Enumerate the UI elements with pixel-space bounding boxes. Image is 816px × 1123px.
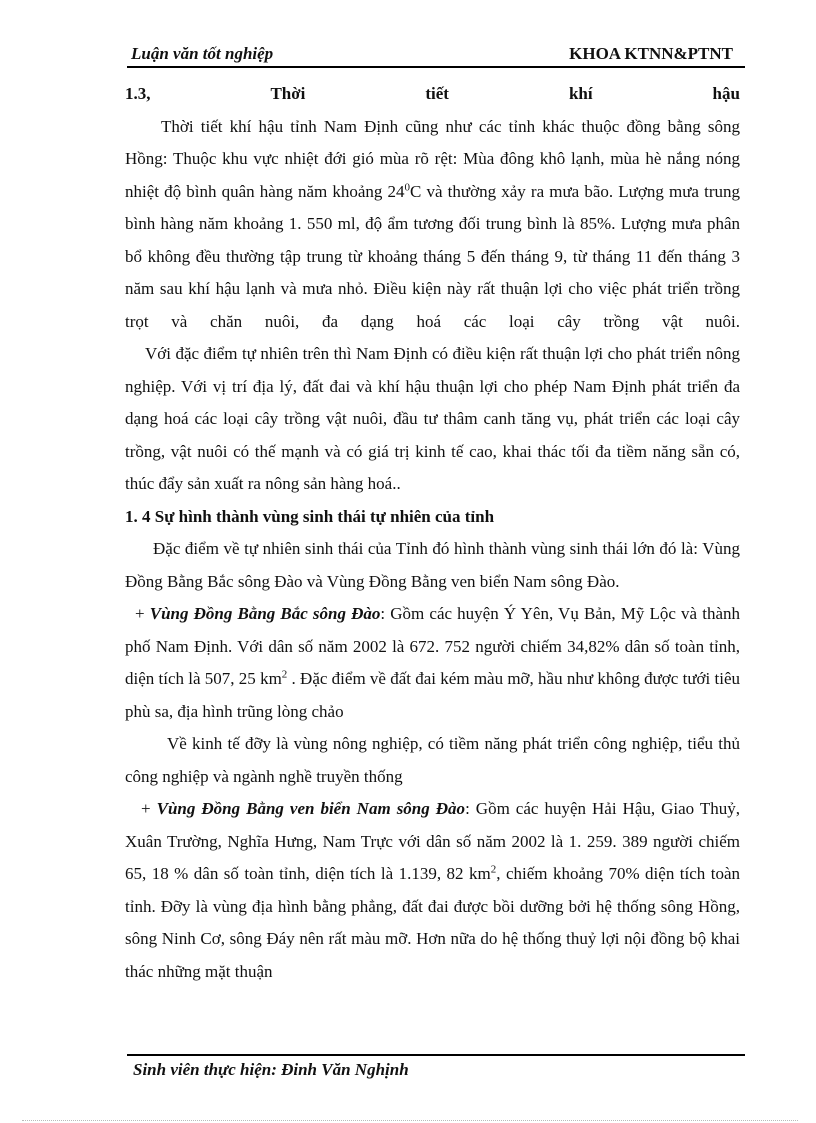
document-body	[125, 78, 740, 988]
zone-north-economy-paragraph: Về kinh tế đỡy là vùng nông nghiệp, có tiềm năng phát triển công nghiệp, tiểu thủ công nghiệp và ngành nghề truyền thống	[125, 734, 740, 786]
degree-superscript: 0	[404, 180, 411, 193]
section-1-3-heading	[125, 78, 740, 111]
header-thesis-label: Luận văn tốt nghiệp	[131, 44, 274, 63]
page-header	[127, 42, 745, 68]
zone-north-paragraph: + Vùng Đồng Bằng Bắc sông Đào: Gồm các huyện Ý Yên, Vụ Bản, Mỹ Lộc và thành phố Nam Định. Với dân số năm 2002 là 672. 752 người chiếm 34,82% dân số toàn tỉnh, diện tích là 507, 25 $km^2$ . Đặc điểm về đất đai kém màu mỡ, hầu như không được tưới tiêu phù sa, địa hình trũng lòng chảo	[125, 604, 740, 721]
heading-word: hậu	[712, 84, 740, 103]
section-1-4-heading: 1. 4 Sự hình thành vùng sinh thái tự nhiên của tỉnh	[125, 506, 495, 526]
temperature-value: 24	[387, 181, 405, 201]
heading-word: tiết	[425, 84, 449, 103]
page-bottom-divider	[22, 1120, 798, 1121]
ecological-zones-intro: Đặc điểm về tự nhiên sinh thái của Tỉnh đó hình thành vùng sinh thái lớn đó là: Vùng Đồng Bằng Bắc sông Đào và Vùng Đồng Bằng ven biển Nam sông Đào.	[125, 539, 740, 591]
zone-south-title: Vùng Đồng Bằng ven biển Nam sông Đào	[156, 799, 466, 818]
footer-author: Sinh viên thực hiện: Đinh Văn Nghịnh	[133, 1060, 409, 1079]
agriculture-paragraph: Với đặc điểm tự nhiên trên thì Nam Định có điều kiện rất thuận lợi cho phát triển nông nghiệp. Với vị trí địa lý, đất đai và khí hậu thuận lợi cho phép Nam Định phát triển đa dạng hoá các loại cây trồng vật nuôi, đầu tư thâm canh tăng vụ, phát triển các loại cây trồng, vật nuôi có thế mạnh và có giá trị kinh tế cao, khai thác tối đa tiềm năng sẵn có, thúc đẩy sản xuất ra nông sản hàng hoá..	[125, 344, 740, 493]
climate-paragraph: Thời tiết khí hậu tỉnh Nam Định cũng như các tỉnh khác thuộc đồng bằng sông Hồng: Thuộc khu vực nhiệt đới gió mùa rõ rệt: Mùa đông khô lạnh, mùa hè nắng nóng nhiệt độ bình quân hàng năm khoảng $24^0C$ và thường xảy ra mưa bão. Lượng mưa trung bình hàng năm khoảng 1. 550 ml, độ ẩm tương đối trung bình là 85%. Lượng mưa phân bổ không đều thường tập trung từ khoảng tháng 5 đến tháng 9, từ tháng 11 đến tháng 3 năm sau khí hậu lạnh và mưa nhỏ. Điều kiện này rất thuận lợi cho việc phát triển trồng trọt và chăn nuôi, đa dạng hoá các loại cây trồng vật nuôi.	[125, 116, 740, 331]
heading-word: Thời	[270, 84, 306, 103]
km-squared-superscript: 2	[281, 668, 288, 681]
zone-north-title: Vùng Đồng Bằng Bắc sông Đào	[149, 604, 381, 623]
page-footer	[127, 1054, 745, 1079]
heading-word: 1.3,	[125, 84, 151, 103]
zone-south-paragraph: + Vùng Đồng Bằng ven biển Nam sông Đào: Gồm các huyện Hải Hậu, Giao Thuỷ, Xuân Trường, Nghĩa Hưng, Nam Trực với dân số năm 2002 là 1. 259. 389 người chiếm 65, 18 % dân số toàn tỉnh, diện tích là 1.139, 82 $km^2$, chiếm khoảng 70% diện tích toàn tỉnh. Đỡy là vùng địa hình bằng phẳng, đất đai được bồi dưỡng bởi hệ thống sông Hồng, sông Ninh Cơ, sông Đáy nên rất màu mỡ. Hơn nữa do hệ thống thuỷ lợi nội đồng bộ khai thác những mặt thuận	[125, 799, 741, 981]
km-squared-superscript: 2	[490, 863, 497, 876]
heading-word: khí	[568, 84, 593, 103]
header-faculty-label: KHOA KTNN&PTNT	[569, 44, 733, 63]
